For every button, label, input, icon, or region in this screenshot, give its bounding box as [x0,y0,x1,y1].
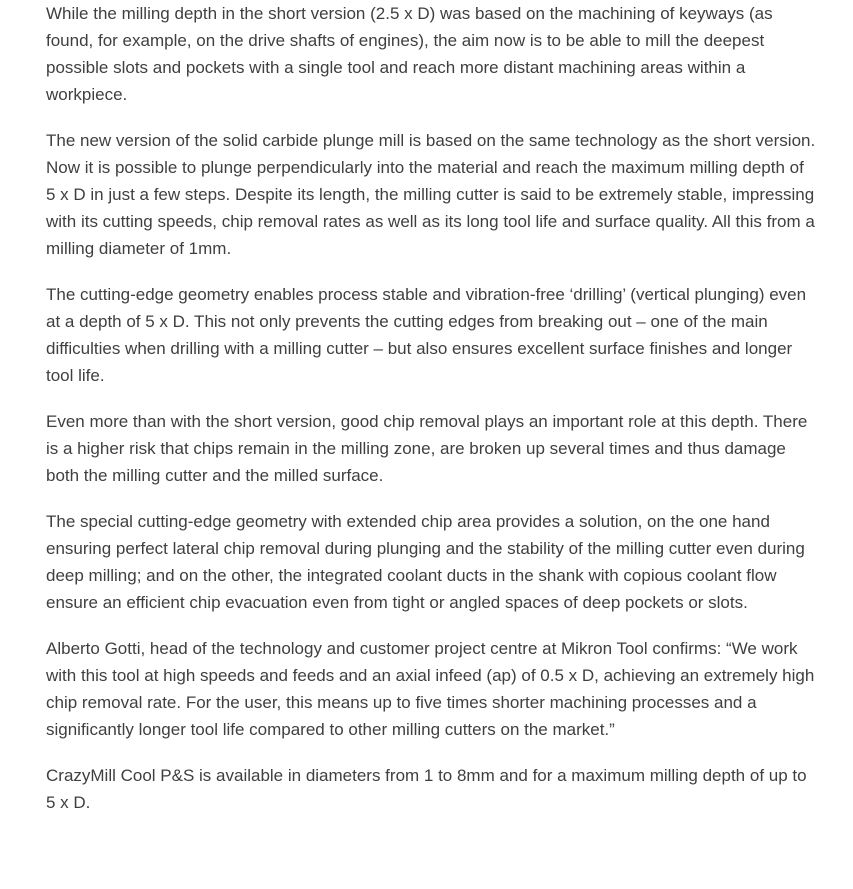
paragraph-quote: Alberto Gotti, head of the technology and customer project centre at Mikron Tool confirms: “We work with this tool at high speeds and feeds and an axial infeed (ap) of 0.5 x D, achieving an extremely high chip removal rate. For the user, this means up to five times shorter machining processes and a significantly longer tool life compared to other milling cutters on the market.” [46,639,815,739]
paragraph-milling-depth: While the milling depth in the short version (2.5 x D) was based on the machining of keyways (as found, for example, on the drive shafts of engines), the aim now is to be able to mill the deepest possible slots and pockets with a single tool and reach more distant machining areas within a workpiece. [46,4,773,104]
paragraph-availability: CrazyMill Cool P&S is available in diameters from 1 to 8mm and for a maximum milling depth of up to 5 x D. [46,766,807,812]
paragraph-new-version: The new version of the solid carbide plunge mill is based on the same technology as the short version. Now it is possible to plunge perpendicularly into the material and reach the maximum milling depth of 5 x D in just a few steps. Despite its length, the milling cutter is said to be extremely stable, impressing with its cutting speeds, chip removal rates as well as its long tool life and surface quality. All this from a milling diameter of 1mm. [46,131,816,258]
article-body [46,0,816,835]
paragraph-chip-removal: Even more than with the short version, good chip removal plays an important role at this depth. There is a higher risk that chips remain in the milling zone, are broken up several times and thus damage both the milling cutter and the milled surface. [46,412,808,485]
paragraph-cutting-edge-geometry: The cutting-edge geometry enables process stable and vibration-free ‘drilling’ (vertical plunging) even at a depth of 5 x D. This not only prevents the cutting edges from breaking out – one of the main difficulties when drilling with a milling cutter – but also ensures excellent surface finishes and longer tool life. [46,285,807,385]
paragraph-special-geometry: The special cutting-edge geometry with extended chip area provides a solution, on the one hand ensuring perfect lateral chip removal during plunging and the stability of the milling cutter even during deep milling; and on the other, the integrated coolant ducts in the shank with copious coolant flow ensure an efficient chip evacuation even from tight or angled spaces of deep pockets or slots. [46,512,805,612]
